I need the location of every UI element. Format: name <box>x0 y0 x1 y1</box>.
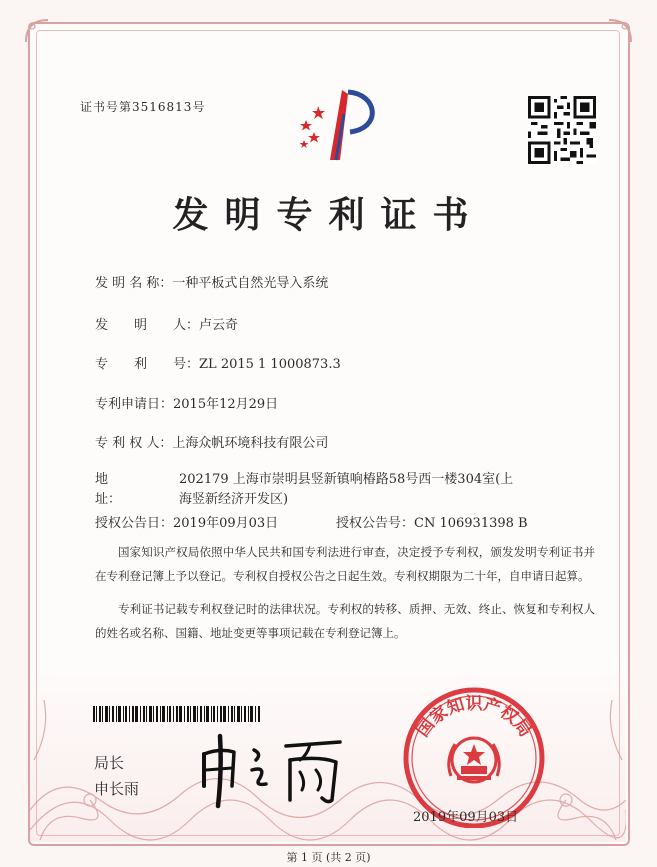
inventor-row <box>95 314 238 333</box>
statement-paragraph-2: 专利证书记载专利权登记时的法律状况。专利权的转移、质押、无效、终止、恢复和专利权人的姓名或名称、国籍、地址变更等事项记载在专利登记簿上。 <box>95 602 595 640</box>
corner-ornament-icon <box>607 18 633 44</box>
invention-name-value: 一种平板式自然光导入系统 <box>172 276 329 291</box>
filing-date-value: 2015年12月29日 <box>173 397 279 412</box>
patent-number-label: 专 利 号： <box>95 357 200 372</box>
invention-name-label: 发 明 名 称： <box>95 276 173 291</box>
grant-date-label: 授权公告日： <box>95 516 174 531</box>
filing-date-row <box>95 393 278 412</box>
inventor-value: 卢云奇 <box>199 318 239 333</box>
patentee-label: 专 利 权 人： <box>95 436 173 451</box>
director-title: 局长 <box>94 754 125 772</box>
seal-text: 国家知识产权局 <box>412 693 536 741</box>
grant-number-value: CN 106931398 B <box>414 516 528 531</box>
issue-date: 2019年09月03日 <box>413 810 519 825</box>
barcode-icon <box>93 706 261 722</box>
grant-number-label: 授权公告号： <box>336 516 415 531</box>
grant-number-row <box>336 512 528 531</box>
invention-name-row <box>95 272 328 291</box>
inventor-label: 发 明 人： <box>95 318 200 333</box>
signature-image <box>190 730 350 810</box>
grant-date-value: 2019年09月03日 <box>173 516 279 531</box>
patent-number-value: ZL 2015 1 1000873.3 <box>199 357 341 372</box>
grant-date-row <box>95 512 278 531</box>
certificate-number: 证书号第3516813号 <box>80 100 206 114</box>
filing-date-label: 专利申请日： <box>95 397 174 412</box>
patent-office-logo-icon <box>290 84 380 164</box>
director-name: 申长雨 <box>94 780 140 798</box>
patent-number-row <box>95 353 341 372</box>
page-number: 第 1 页 (共 2 页) <box>286 851 371 864</box>
address-label: 地 址： <box>95 472 161 507</box>
qr-code-icon <box>528 96 596 164</box>
corner-ornament-icon <box>24 18 50 44</box>
address-value: 202179 上海市崇明县竖新镇响椿路58号西一楼304室(上海竖新经济开发区) <box>179 472 514 507</box>
svg-text:国家知识产权局 <box>413 694 535 741</box>
statement-paragraph-1: 国家知识产权局依照中华人民共和国专利法进行审查，决定授予专利权，颁发发明专利证书并在专利登记簿上予以登记。专利权自授权公告之日起生效。专利权期限为二十年，自申请日起算。 <box>95 545 595 583</box>
document-title: 发明专利证书 <box>172 194 485 236</box>
patentee-value: 上海众帆环境科技有限公司 <box>172 436 329 451</box>
patentee-row <box>95 432 328 451</box>
